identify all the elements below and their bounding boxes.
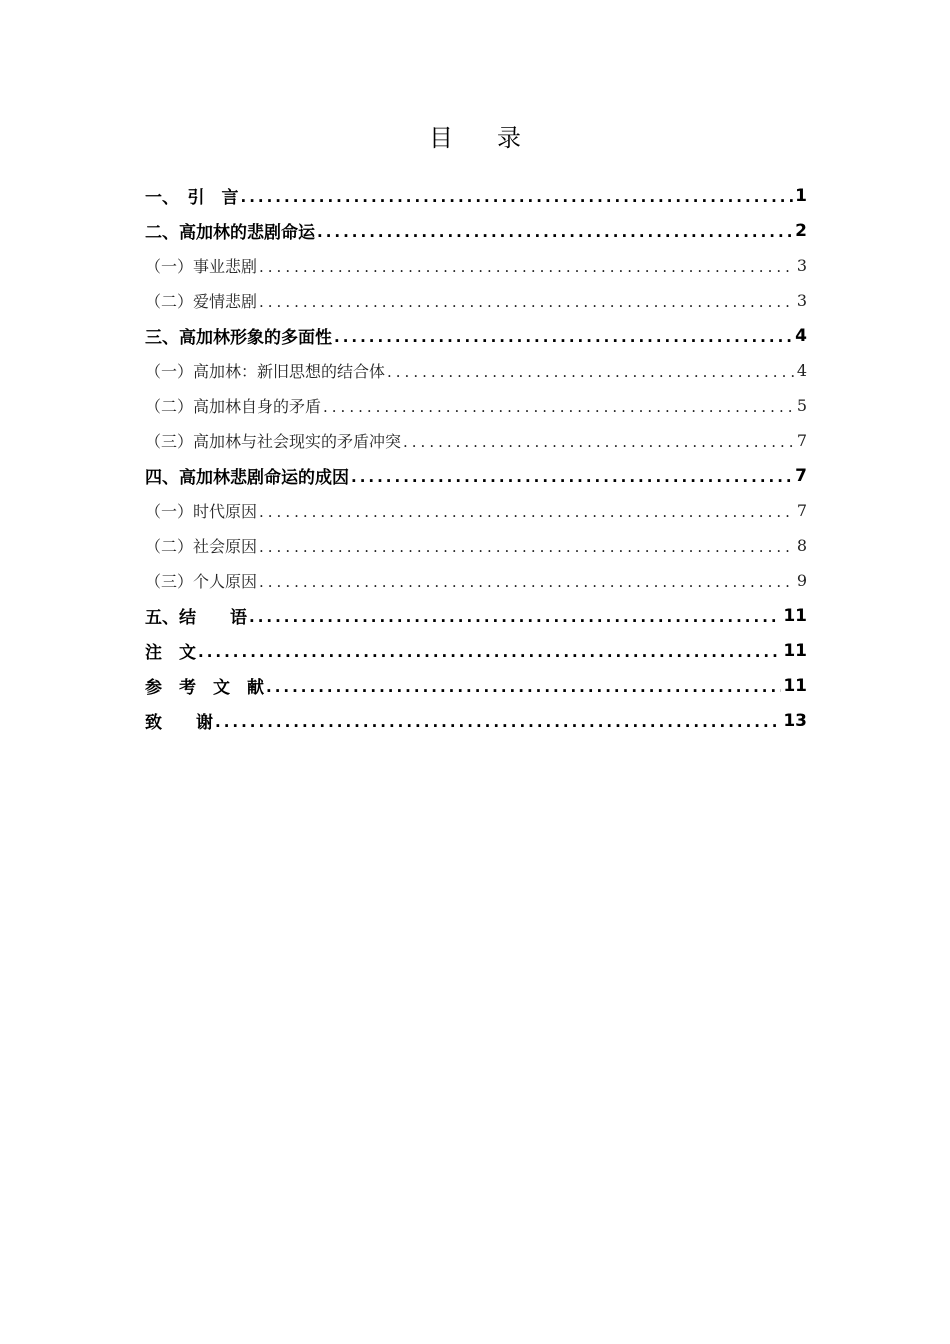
toc-entry[interactable] (145, 703, 807, 738)
toc-entry-page: 4 (795, 325, 807, 346)
toc-entry-label: 参 考 文 献 (145, 678, 264, 698)
toc-leader-dots (259, 295, 795, 310)
toc-entry[interactable] (145, 318, 807, 353)
toc-entry[interactable] (145, 423, 807, 458)
toc-entry[interactable] (145, 493, 807, 528)
toc-list (145, 178, 807, 738)
toc-entry-label: （二）爱情悲剧 (145, 292, 258, 311)
toc-entry-page: 1 (795, 185, 807, 206)
toc-leader-dots (266, 680, 781, 695)
toc-leader-dots (334, 330, 793, 345)
toc-title (0, 118, 950, 153)
toc-leader-dots (259, 575, 795, 590)
toc-leader-dots (387, 365, 795, 380)
toc-entry[interactable] (145, 283, 807, 318)
toc-entry-label: （二）高加林自身的矛盾 (145, 397, 322, 416)
toc-leader-dots (403, 435, 795, 450)
toc-entry[interactable] (145, 563, 807, 598)
toc-entry-page: 3 (796, 291, 807, 310)
toc-entry-label: （一）高加林：新旧思想的结合体 (145, 362, 386, 381)
toc-entry-page: 11 (783, 640, 807, 661)
toc-entry-page: 7 (795, 465, 807, 486)
toc-leader-dots (259, 540, 795, 555)
toc-entry[interactable] (145, 633, 807, 668)
toc-leader-dots (323, 400, 795, 415)
toc-leader-dots (317, 225, 793, 240)
toc-entry-label: 四、高加林悲剧命运的成因 (145, 468, 349, 488)
toc-entry[interactable] (145, 248, 807, 283)
toc-leader-dots (249, 610, 781, 625)
toc-entry-page: 9 (796, 571, 807, 590)
toc-entry-label: （三）高加林与社会现实的矛盾冲突 (145, 432, 402, 451)
toc-entry-label: （二）社会原因 (145, 537, 258, 556)
toc-entry-page: 7 (796, 431, 807, 450)
toc-entry[interactable] (145, 598, 807, 633)
toc-title-char: 录 (497, 124, 521, 152)
toc-entry-page: 2 (795, 220, 807, 241)
toc-leader-dots (215, 715, 781, 730)
toc-entry-page: 13 (783, 710, 807, 731)
toc-entry-label: 致 谢 (145, 713, 213, 733)
toc-entry-label: （一）时代原因 (145, 502, 258, 521)
toc-entry-page: 3 (796, 256, 807, 275)
toc-entry-page: 8 (796, 536, 807, 555)
toc-leader-dots (198, 645, 781, 660)
toc-entry[interactable] (145, 388, 807, 423)
toc-entry-label: 注 文 (145, 643, 196, 663)
toc-entry-label: （三）个人原因 (145, 572, 258, 591)
toc-entry-page: 11 (783, 605, 807, 626)
toc-entry-label: 五、结 语 (145, 608, 247, 628)
toc-entry-page: 11 (783, 675, 807, 696)
toc-entry-page: 7 (796, 501, 807, 520)
toc-leader-dots (259, 260, 795, 275)
toc-entry-label: 三、高加林形象的多面性 (145, 328, 332, 348)
toc-title-char: 目 (429, 124, 453, 152)
toc-leader-dots (259, 505, 795, 520)
toc-leader-dots (241, 190, 794, 205)
toc-entry-label: （一）事业悲剧 (145, 257, 258, 276)
toc-entry[interactable] (145, 178, 807, 213)
toc-entry[interactable] (145, 353, 807, 388)
toc-entry-page: 4 (796, 361, 807, 380)
toc-entry[interactable] (145, 668, 807, 703)
toc-entry-label: 二、高加林的悲剧命运 (145, 223, 315, 243)
toc-leader-dots (351, 470, 793, 485)
toc-entry-page: 5 (796, 396, 807, 415)
toc-entry[interactable] (145, 528, 807, 563)
toc-entry-label: 一、 引 言 (145, 188, 239, 208)
toc-entry[interactable] (145, 458, 807, 493)
toc-entry[interactable] (145, 213, 807, 248)
